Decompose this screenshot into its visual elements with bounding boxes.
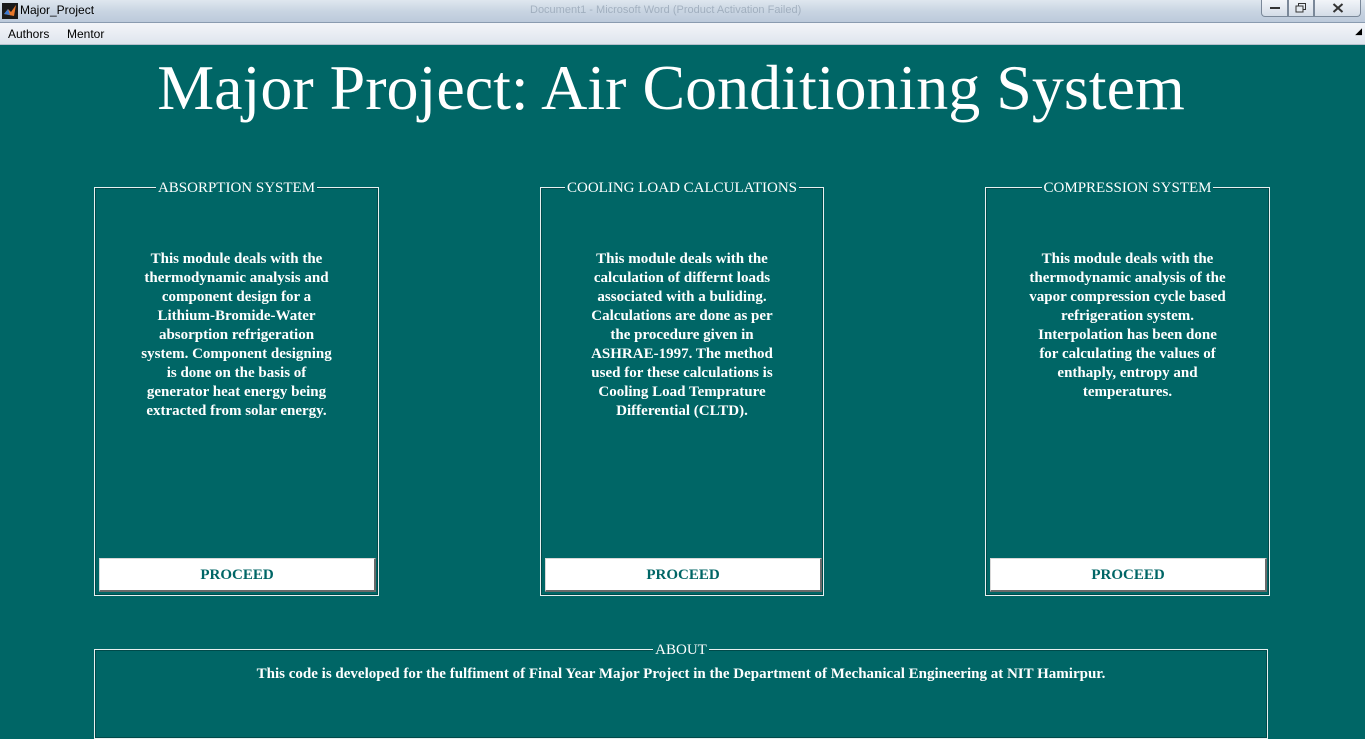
panel-legend	[986, 179, 1269, 197]
panel-title: ABSORPTION SYSTEM	[157, 180, 316, 196]
absorption-proceed-button[interactable]: PROCEED	[99, 558, 376, 592]
about-panel	[94, 642, 1268, 739]
panel-description: This module deals with the thermodynamic analysis and component design for a Lithium-Bromide-Water absorption refrigeration system. Component designing is done on the basis of generator heat energy being extracted from solar energy.	[141, 251, 332, 419]
restore-icon	[1296, 3, 1307, 13]
window-titlebar	[0, 0, 1365, 23]
window-title: Major_Project	[20, 3, 95, 17]
page-title: Major Project: Air Conditioning System	[157, 52, 1185, 123]
background-window-title: Document1 - Microsoft Word (Product Activation Failed)	[530, 4, 802, 16]
panel-legend	[541, 179, 823, 197]
compression-system-panel	[985, 180, 1270, 596]
panel-legend	[95, 641, 1267, 659]
close-icon	[1332, 3, 1343, 13]
menu-overflow-icon[interactable]: ◢	[1355, 27, 1362, 37]
panel-description: This module deals with the calculation of differnt loads associated with a buliding. Calculations are done as per the procedure given in ASHRAE-1997. The method used for these calculations is Cooling Load Temprature Differential (CLTD).	[591, 251, 773, 419]
about-title: ABOUT	[655, 642, 707, 658]
panel-title: COOLING LOAD CALCULATIONS	[567, 180, 797, 196]
panel-description: This module deals with the thermodynamic analysis of the vapor compression cycle based refrigeration system. Interpolation has been done for calculating the values of enthaply, entropy and temperatures.	[1029, 251, 1226, 400]
about-text: This code is developed for the fulfiment of Final Year Major Project in the Department of Mechanical Engineering at NIT Hamirpur.	[256, 666, 1106, 682]
minimize-button[interactable]	[1261, 0, 1288, 17]
menu-authors[interactable]: Authors	[8, 27, 50, 41]
menu-mentor[interactable]: Mentor	[67, 27, 105, 41]
panel-title: COMPRESSION SYSTEM	[1043, 180, 1212, 196]
panel-legend	[95, 179, 378, 197]
matlab-icon	[2, 3, 18, 19]
close-button[interactable]	[1314, 0, 1361, 17]
panel-description-wrap	[541, 250, 823, 421]
restore-button[interactable]	[1288, 0, 1314, 17]
minimize-icon	[1270, 6, 1280, 10]
absorption-system-panel	[94, 180, 379, 596]
compression-proceed-button[interactable]: PROCEED	[990, 558, 1267, 592]
panel-description-wrap	[95, 250, 378, 421]
cooling-load-panel	[540, 180, 824, 596]
menu-bar	[0, 23, 1365, 45]
panel-description-wrap	[986, 250, 1269, 402]
cooling-load-proceed-button[interactable]: PROCEED	[545, 558, 822, 592]
